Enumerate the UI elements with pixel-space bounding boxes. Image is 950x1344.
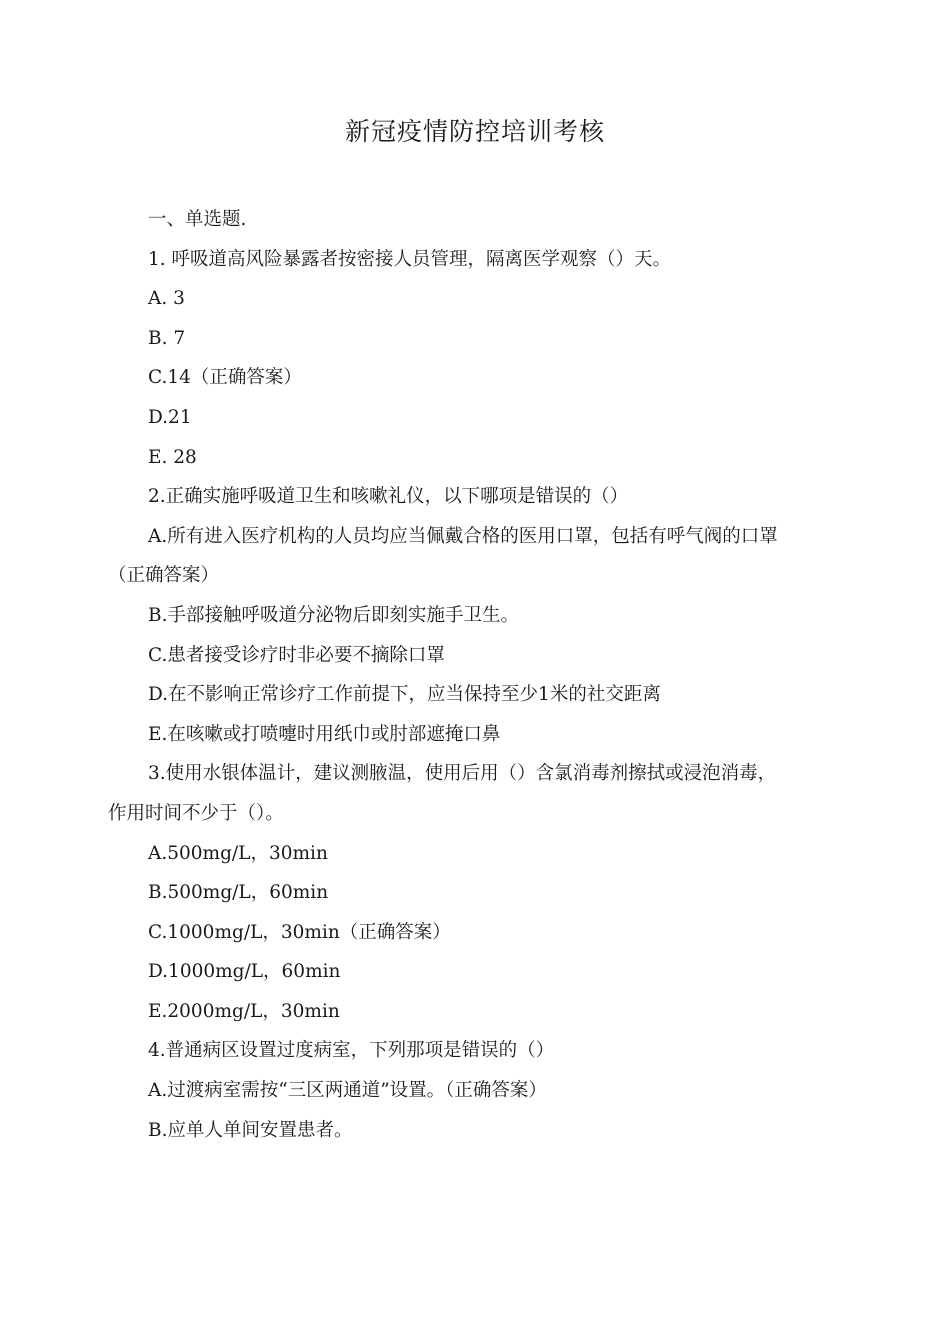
text-line: A.过渡病室需按“三区两通道”设置。（正确答案） — [148, 1080, 547, 1102]
text-line: D.在不影响正常诊疗工作前提下，应当保持至少1米的社交距离 — [148, 684, 661, 706]
text-line: B.500mg/L，60min — [148, 882, 329, 904]
text-line: B.手部接触呼吸道分泌物后即刻实施手卫生。 — [148, 604, 519, 626]
text-line: C.患者接受诊疗时非必要不摘除口罩 — [148, 644, 445, 666]
text-line-continuation: （正确答案） — [108, 565, 220, 587]
text-line: C.14（正确答案） — [148, 367, 302, 389]
text-line: E.在咳嗽或打喷嚏时用纸巾或肘部遮掩口鼻 — [148, 723, 501, 745]
text-line: A.500mg/L，30min — [148, 842, 328, 864]
text-line: 一、单选题. — [148, 209, 247, 230]
text-line: A.所有进入医疗机构的人员均应当佩戴合格的医用口罩，包括有呼气阀的口罩 — [148, 525, 778, 547]
text-line: E. 28 — [148, 446, 197, 468]
text-line: C.1000mg/L，30min（正确答案） — [148, 921, 451, 943]
text-line-continuation: 作用时间不少于（）。 — [108, 802, 284, 824]
text-line: B.应单人单间安置患者。 — [148, 1119, 353, 1141]
text-line: E.2000mg/L，30min — [148, 1000, 340, 1022]
text-line: B. 7 — [148, 327, 186, 349]
text-line: D.1000mg/L，60min — [148, 961, 341, 983]
text-line: A. 3 — [148, 288, 185, 310]
question-list — [108, 200, 843, 1150]
text-line: 4.普通病区设置过度病室，下列那项是错误的（） — [148, 1040, 555, 1062]
page-title: 新冠疫情防控培训考核 — [344, 117, 605, 146]
text-line: D.21 — [148, 406, 192, 428]
text-line: 1. 呼吸道高风险暴露者按密接人员管理，隔离医学观察（）天。 — [148, 248, 672, 270]
text-line: 3.使用水银体温计，建议测腋温，使用后用（）含氯消毒剂擦拭或浸泡消毒， — [148, 763, 777, 785]
text-line: 2.正确实施呼吸道卫生和咳嗽礼仪，以下哪项是错误的（） — [148, 486, 629, 508]
